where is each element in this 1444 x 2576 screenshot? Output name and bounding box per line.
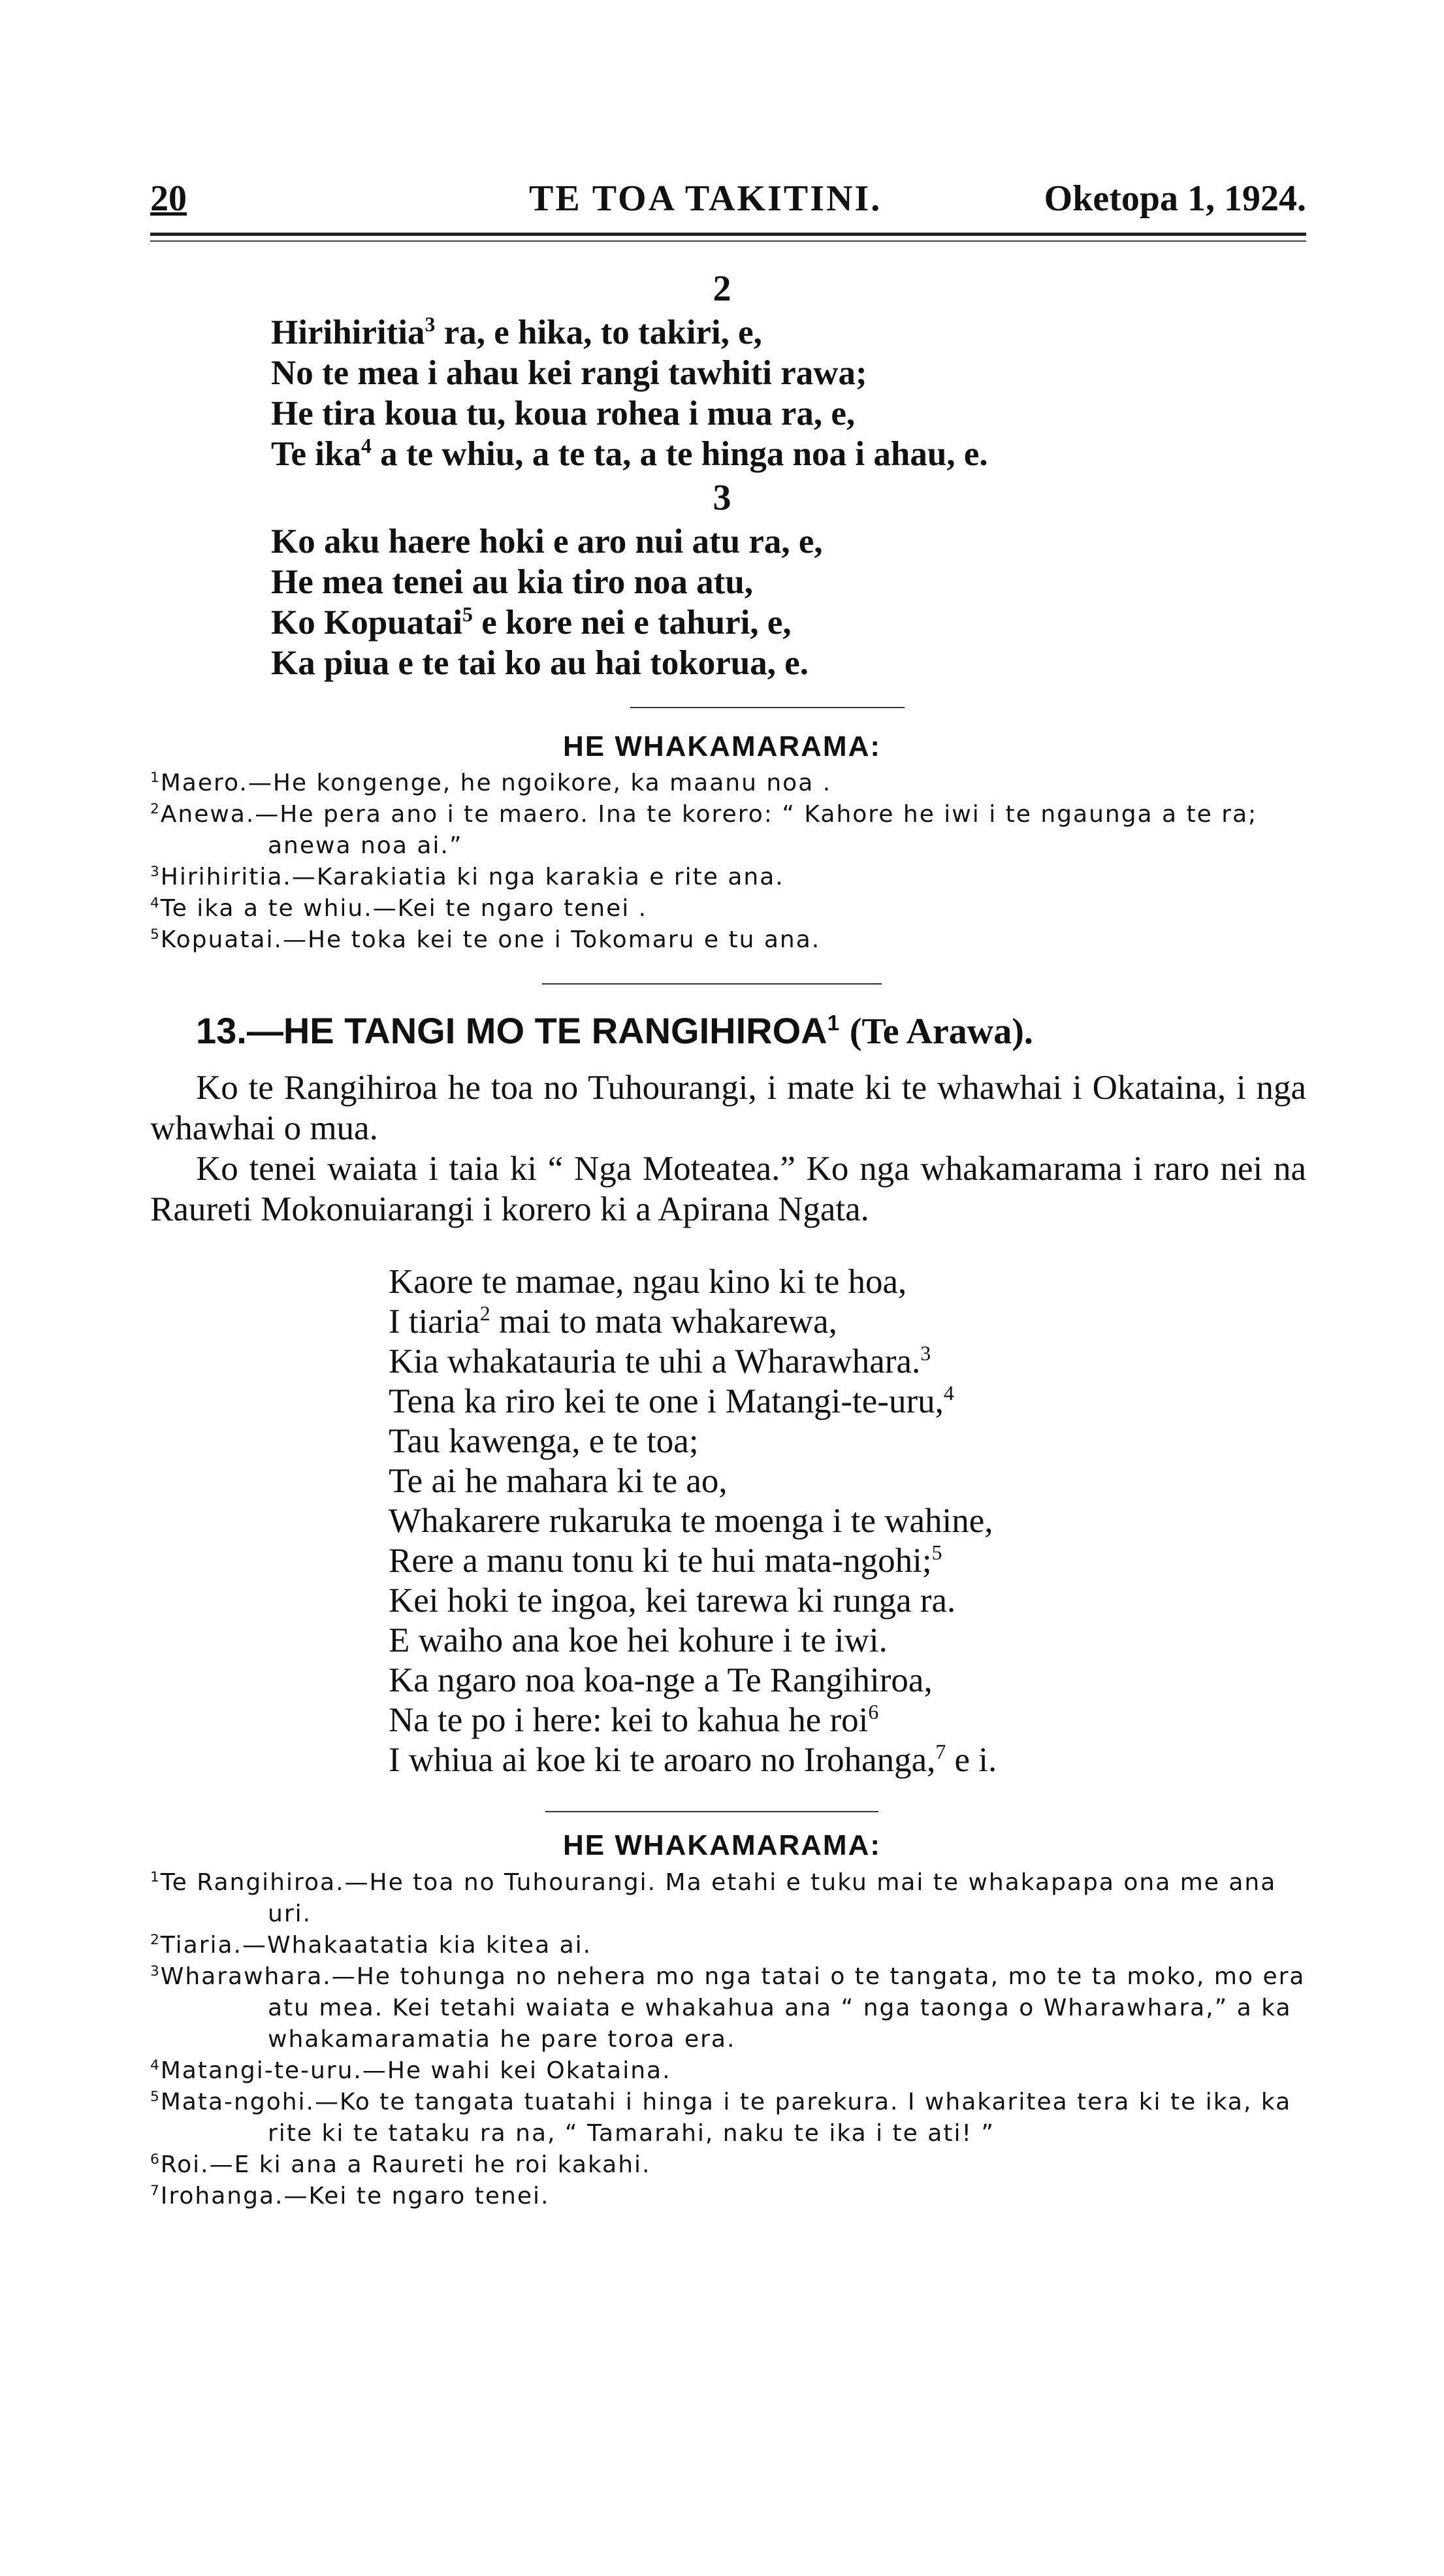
footnotes-list bbox=[150, 768, 1306, 956]
verse-line bbox=[389, 1581, 997, 1621]
footnote-item bbox=[150, 2087, 1306, 2149]
verse-line bbox=[271, 643, 823, 683]
footnote-ref: 6 bbox=[868, 1700, 879, 1723]
footnote-number: 1 bbox=[150, 770, 161, 787]
intro-prose bbox=[150, 1068, 1306, 1230]
verse-text: Tau kawenga, e te toa; bbox=[389, 1422, 699, 1460]
verse-text: Ka piua e te tai ko au hai tokorua, e. bbox=[271, 644, 809, 682]
verse-text: I whiua ai koe ki te aroaro no Irohanga, bbox=[389, 1741, 936, 1779]
verse-line bbox=[389, 1661, 997, 1701]
footnote-item bbox=[150, 924, 1306, 956]
footnote-item bbox=[150, 1930, 1306, 1961]
footnote-number: 5 bbox=[150, 926, 161, 943]
section-title-main: 13.—HE TANGI MO TE RANGIHIROA bbox=[196, 1010, 827, 1051]
verse-text: Kia whakatauria te uhi a Wharawhara. bbox=[389, 1343, 921, 1380]
header-rule bbox=[150, 233, 1306, 236]
section-divider bbox=[630, 707, 905, 708]
verse-text: Na te po i here: kei to kahua he roi bbox=[389, 1701, 869, 1739]
running-header bbox=[150, 178, 1306, 223]
footnote-number: 4 bbox=[150, 895, 161, 912]
verse-text: Te ika bbox=[271, 435, 361, 473]
verse-stanza-3 bbox=[271, 521, 823, 683]
footnote-item bbox=[150, 893, 1306, 924]
verse-text: Rere a manu tonu ki te hui mata-ngohi; bbox=[389, 1542, 932, 1580]
footnote-text: Kopuatai.—He toka kei te one i Tokomaru e tu ana. bbox=[160, 926, 821, 953]
footnote-number: 5 bbox=[150, 2089, 161, 2106]
section-title-tribe: (Te Arawa). bbox=[849, 1011, 1033, 1052]
footnote-text: Matangi-te-uru.—He wahi kei Okataina. bbox=[160, 2057, 671, 2084]
footnote-number: 2 bbox=[150, 801, 161, 818]
intro-paragraph: Ko te Rangihiroa he toa no Tuhourangi, i mate ki te whawhai i Okataina, i nga whawhai o mua. bbox=[150, 1069, 1306, 1147]
footnote-text: Te Rangihiroa.—He toa no Tuhourangi. Ma etahi e tuku mai te whakapapa ona me ana uri. bbox=[160, 1869, 1277, 1927]
stanza-number: 3 bbox=[713, 478, 731, 518]
verse-line bbox=[389, 1541, 997, 1581]
verse-text: e i. bbox=[946, 1741, 997, 1779]
verse-stanza-2 bbox=[271, 312, 988, 474]
footnote-text: Wharawhara.—He tohunga no nehera mo nga tatai o te tangata, mo te ta moko, mo era atu mea. Kei tetahi waiata e whakahua ana “ nga taonga o Wharawhara,” a ka whakamaramatia he pare toroa era. bbox=[160, 1963, 1306, 2053]
verse-line bbox=[271, 393, 988, 434]
verse-text: mai to mata whakarewa, bbox=[490, 1303, 837, 1341]
footnote-item bbox=[150, 862, 1306, 893]
verse-text: Kei hoki te ingoa, kei tarewa ki runga ra. bbox=[389, 1582, 956, 1620]
footnote-text: Hirihiritia.—Karakiatia ki nga karakia e rite ana. bbox=[160, 864, 784, 890]
footnote-ref: 2 bbox=[479, 1301, 490, 1325]
footnote-number: 6 bbox=[150, 2151, 161, 2168]
notes-heading: HE WHAKAMARAMA: bbox=[562, 730, 882, 762]
verse-text: No te mea i ahau kei rangi tawhiti rawa; bbox=[271, 354, 867, 392]
verse-text: I tiaria bbox=[389, 1303, 480, 1341]
footnote-ref: 3 bbox=[425, 312, 436, 336]
footnote-text: Maero.—He kongenge, he ngoikore, ka maanu noa . bbox=[160, 770, 832, 796]
intro-paragraph: Ko tenei waiata i taia ki “ Nga Moteatea.” Ko nga whakamarama i raro nei na Raureti Mokonuiarangi i korero ki a Apirana Ngata. bbox=[150, 1150, 1306, 1228]
footnote-ref: 5 bbox=[462, 602, 473, 626]
verse-text: Whakarere rukaruka te moenga i te wahine, bbox=[389, 1502, 993, 1540]
footnote-ref: 5 bbox=[931, 1541, 942, 1564]
section-divider bbox=[542, 983, 882, 985]
footnotes-list bbox=[150, 1867, 1306, 2212]
footnote-text: Roi.—E ki ana a Raureti he roi kakahi. bbox=[160, 2151, 651, 2178]
footnote-text: Mata-ngohi.—Ko te tangata tuatahi i hinga i te parekura. I whakaritea tera ki te ika, ka rite ki te tataku ra na, “ Tamarahi, naku te ika i te ati! ” bbox=[160, 2089, 1292, 2147]
page-number: 20 bbox=[150, 178, 187, 219]
footnote-item bbox=[150, 2181, 1306, 2212]
verse-line bbox=[271, 602, 823, 643]
stanza-number: 2 bbox=[713, 269, 731, 309]
footnote-number: 1 bbox=[150, 1869, 161, 1886]
verse-line bbox=[389, 1342, 997, 1382]
footnote-number: 4 bbox=[150, 2057, 161, 2074]
notes-heading: HE WHAKAMARAMA: bbox=[562, 1829, 882, 1861]
lament-poem bbox=[389, 1262, 997, 1780]
header-rule-thin bbox=[150, 240, 1306, 242]
footnote-item bbox=[150, 2149, 1306, 2181]
verse-text: Ko aku haere hoki e aro nui atu ra, e, bbox=[271, 523, 823, 561]
verse-text: He tira koua tu, koua rohea i mua ra, e, bbox=[271, 395, 856, 432]
verse-line bbox=[389, 1621, 997, 1661]
footnote-number: 7 bbox=[150, 2183, 161, 2200]
publication-title: TE TOA TAKITINI. bbox=[529, 178, 882, 219]
footnote-ref: 7 bbox=[935, 1740, 946, 1763]
footnote-item bbox=[150, 2055, 1306, 2087]
footnote-item bbox=[150, 799, 1306, 862]
section-title bbox=[196, 1009, 1033, 1052]
verse-line bbox=[271, 562, 823, 602]
verse-line bbox=[389, 1701, 997, 1740]
verse-text: Kaore te mamae, ngau kino ki te hoa, bbox=[389, 1263, 907, 1301]
footnote-text: Te ika a te whiu.—Kei te ngaro tenei . bbox=[160, 895, 648, 922]
verse-text: ra, e hika, to takiri, e, bbox=[435, 314, 762, 351]
verse-line bbox=[271, 434, 988, 474]
section-divider bbox=[545, 1811, 878, 1812]
footnote-item bbox=[150, 768, 1306, 799]
verse-line bbox=[271, 353, 988, 393]
footnote-ref: 4 bbox=[361, 434, 372, 457]
verse-line bbox=[389, 1501, 997, 1541]
footnote-text: Tiaria.—Whakaatatia kia kitea ai. bbox=[160, 1932, 592, 1959]
verse-line bbox=[271, 521, 823, 562]
verse-text: Te ai he mahara ki te ao, bbox=[389, 1462, 728, 1500]
footnote-item bbox=[150, 1867, 1306, 1930]
verse-line bbox=[389, 1461, 997, 1501]
verse-text: e kore nei e tahuri, e, bbox=[472, 604, 792, 642]
footnote-ref: 4 bbox=[943, 1381, 954, 1405]
verse-line bbox=[389, 1382, 997, 1422]
verse-text: E waiho ana koe hei kohure i te iwi. bbox=[389, 1622, 888, 1659]
verse-line bbox=[271, 312, 988, 353]
footnote-number: 3 bbox=[150, 864, 161, 881]
verse-text: a te whiu, a te ta, a te hinga noa i ahau, e. bbox=[371, 435, 988, 473]
title-footnote-ref: 1 bbox=[827, 1011, 840, 1035]
verse-line bbox=[389, 1422, 997, 1461]
footnote-text: Irohanga.—Kei te ngaro tenei. bbox=[160, 2183, 550, 2209]
issue-date: Oketopa 1, 1924. bbox=[1044, 178, 1306, 219]
verse-line bbox=[389, 1262, 997, 1302]
footnote-text: Anewa.—He pera ano i te maero. Ina te korero: “ Kahore he iwi i te ngaunga a te ra; anewa noa ai.” bbox=[160, 801, 1258, 859]
verse-line bbox=[389, 1302, 997, 1342]
footnote-number: 3 bbox=[150, 1963, 161, 1980]
verse-text: Hirihiritia bbox=[271, 314, 425, 351]
footnote-item bbox=[150, 1961, 1306, 2055]
footnote-number: 2 bbox=[150, 1932, 161, 1949]
footnote-ref: 3 bbox=[920, 1341, 931, 1365]
verse-text: Tena ka riro kei te one i Matangi-te-uru, bbox=[389, 1382, 944, 1420]
verse-line bbox=[389, 1740, 997, 1780]
verse-text: He mea tenei au kia tiro noa atu, bbox=[271, 563, 754, 601]
verse-text: Ko Kopuatai bbox=[271, 604, 463, 642]
verse-text: Ka ngaro noa koa-nge a Te Rangihiroa, bbox=[389, 1661, 933, 1699]
